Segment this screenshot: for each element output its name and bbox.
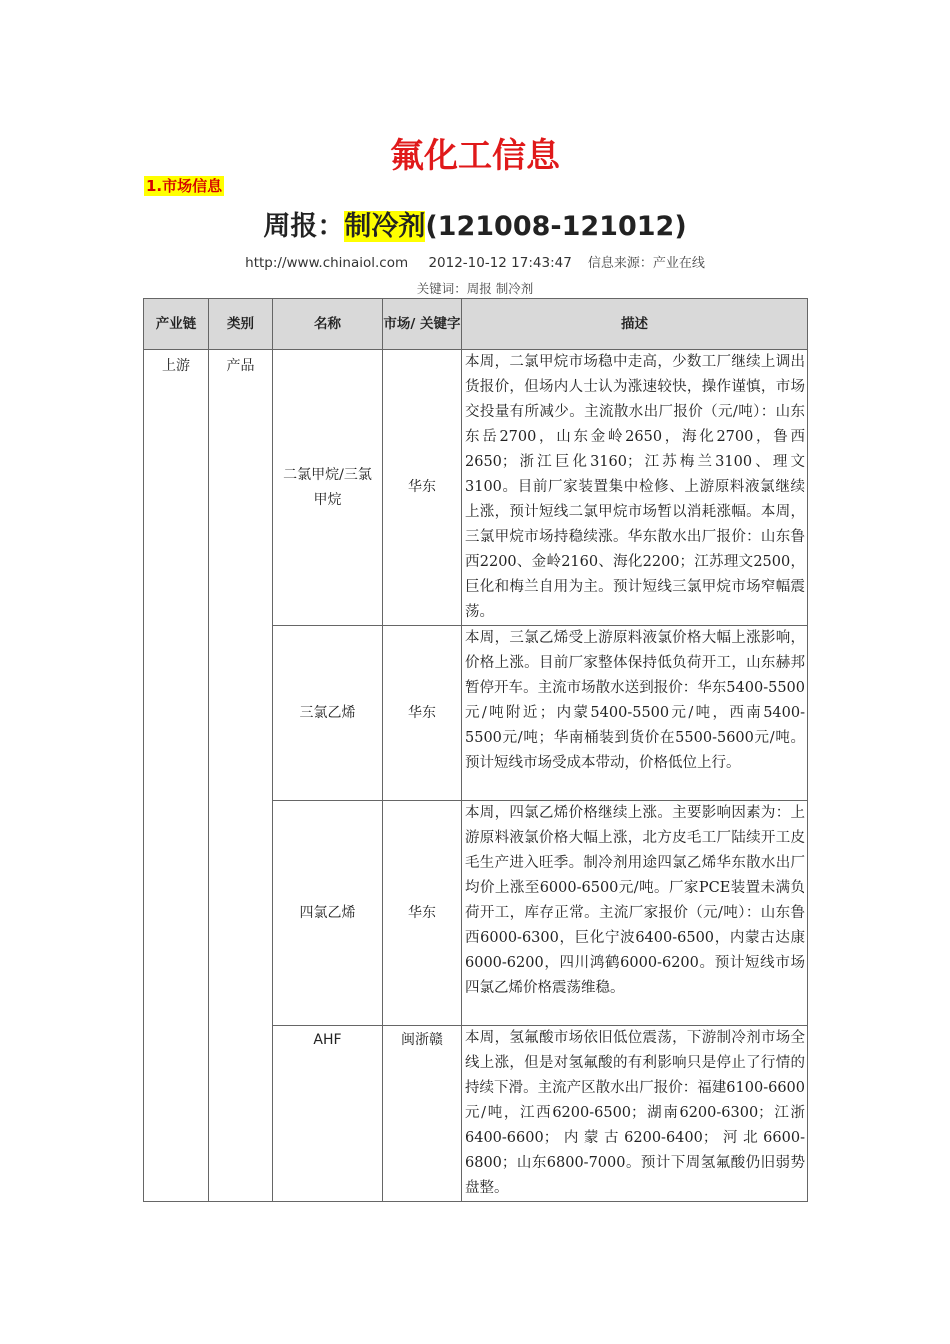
product-name: 四氯乙烯 xyxy=(273,801,383,1026)
chain-cell: 上游 xyxy=(144,350,209,1202)
market-table xyxy=(143,298,808,1202)
source-url: http://www.chinaiol.com xyxy=(245,255,409,271)
description-cell: 本周，三氯乙烯受上游原料液氯价格大幅上涨影响，价格上涨。目前厂家整体保持低负荷开工，山东赫邦暂停开车。主流市场散水送到报价：华东5400-5500元/吨附近；内蒙5400-5500元/吨，西南5400-5500元/吨；华南桶装到货价在5500-5600元/吨。预计短线市场受成本带动，价格低位上行。 xyxy=(462,626,808,801)
report-title xyxy=(0,204,950,243)
header-description: 描述 xyxy=(462,299,808,350)
section-heading: 1.市场信息 xyxy=(146,177,223,195)
keywords-line: 关键词：周报 制冷剂 xyxy=(416,281,534,296)
info-source: 信息来源：产业在线 xyxy=(587,256,705,271)
report-title-highlight: 制冷剂 xyxy=(344,211,426,242)
market-cell: 华东 xyxy=(383,350,462,626)
description-cell: 本周，二氯甲烷市场稳中走高，少数工厂继续上调出货报价，但场内人士认为涨速较快，操作谨慎，市场交投量有所减少。主流散水出厂报价（元/吨）：山东东岳2700，山东金岭2650，海化2700，鲁西2650；浙江巨化3160；江苏梅兰3100、理文3100。目前厂家装置集中检修、上游原料液氯继续上涨，预计短线二氯甲烷市场暂以消耗涨幅。本周，三氯甲烷市场持稳续涨。华东散水出厂报价：山东鲁西2200、金岭2160、海化2200；江苏理文2500，巨化和梅兰自用为主。预计短线三氯甲烷市场窄幅震荡。 xyxy=(462,350,808,626)
description-cell: 本周，氢氟酸市场依旧低位震荡，下游制冷剂市场全线上涨，但是对氢氟酸的有利影响只是停止了行情的持续下滑。主流产区散水出厂报价：福建6100-6600元/吨，江西6200-6500；湖南6200-6300；江浙6400-6600；内蒙古6200-6400；河北6600-6800；山东6800-7000。预计下周氢氟酸仍旧弱势盘整。 xyxy=(462,1026,808,1202)
category-cell: 产品 xyxy=(209,350,273,1202)
meta-line xyxy=(0,252,950,271)
product-name: 二氯甲烷/三氯甲烷 xyxy=(273,350,383,626)
description-cell: 本周，四氯乙烯价格继续上涨。主要影响因素为：上游原料液氯价格大幅上涨，北方皮毛工厂陆续开工皮毛生产进入旺季。制冷剂用途四氯乙烯华东散水出厂均价上涨至6000-6500元/吨。厂家PCE装置未满负荷开工，库存正常。主流厂家报价（元/吨）：山东鲁西6000-6300，巨化宁波6400-6500，内蒙古达康6000-6200，四川鸿鹤6000-6200。预计短线市场四氯乙烯价格震荡维稳。 xyxy=(462,801,808,1026)
product-name: 三氯乙烯 xyxy=(273,626,383,801)
product-name: AHF xyxy=(273,1026,383,1202)
market-cell: 闽浙赣 xyxy=(383,1026,462,1202)
header-market: 市场/ 关键字 xyxy=(383,299,462,350)
market-cell: 华东 xyxy=(383,801,462,1026)
table-row xyxy=(144,350,808,626)
report-title-prefix: 周报： xyxy=(263,211,345,242)
publish-datetime: 2012-10-12 17:43:47 xyxy=(428,255,572,271)
document-title: 氟化工信息 xyxy=(390,136,560,176)
report-title-suffix: (121008-121012) xyxy=(425,211,687,242)
header-name: 名称 xyxy=(273,299,383,350)
table-header-row xyxy=(144,299,808,350)
header-category: 类别 xyxy=(209,299,273,350)
market-cell: 华东 xyxy=(383,626,462,801)
header-chain: 产业链 xyxy=(144,299,209,350)
